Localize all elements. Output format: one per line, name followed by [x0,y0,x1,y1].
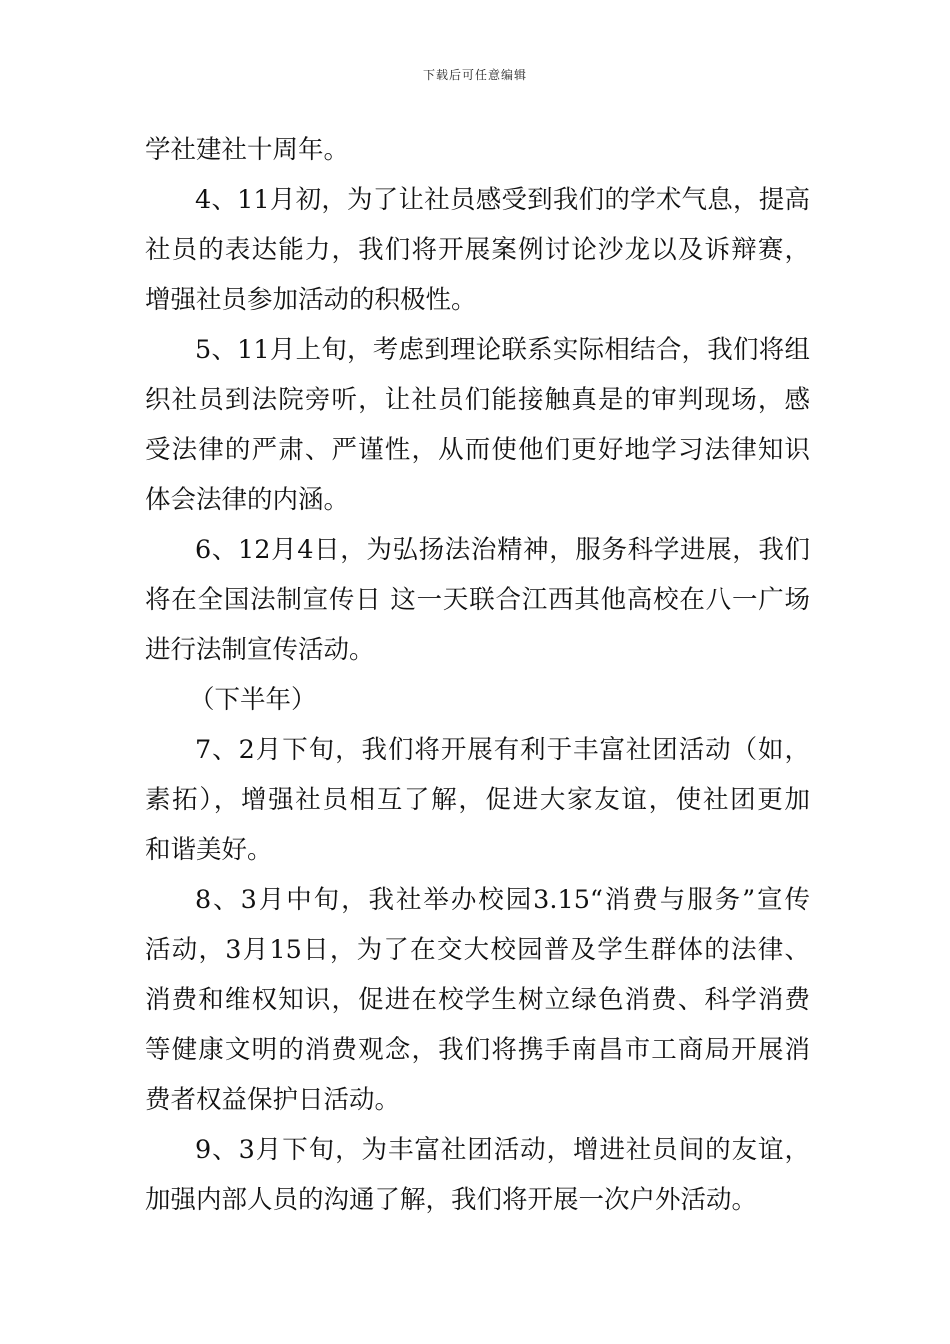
paragraph-start-line: 6、12月4日，为弘扬法治精神，服务科学进展，我们 [195,535,810,565]
text-line: 学社建社十周年。 [145,135,350,165]
section-heading: （下半年） [189,685,317,715]
text-line: 社员的表达能力，我们将开展案例讨论沙龙以及诉辩赛， [145,235,810,265]
body-text [145,125,810,1225]
text-line: 织社员到法院旁听，让社员们能接触真是的审判现场，感 [145,385,810,415]
text-line: 加强内部人员的沟通了解，我们将开展一次户外活动。 [145,1185,758,1215]
text-line: 活动，3月15日，为了在交大校园普及学生群体的法律、 [145,935,810,965]
text-line: 增强社员参加活动的积极性。 [145,285,477,315]
text-line: 和谐美好。 [145,835,273,865]
paragraph-start-line: 5、11月上旬，考虑到理论联系实际相结合，我们将组 [195,335,810,365]
text-line: 将在全国法制宣传日 这一天联合江西其他高校在八一广场 [145,585,810,615]
text-line: 受法律的严肃、严谨性，从而使他们更好地学习法律知识 [145,435,810,465]
paragraph-start-line: 4、11月初，为了让社员感受到我们的学术气息，提高 [195,185,810,215]
paragraph-start-line: 7、2月下旬，我们将开展有利于丰富社团活动（如， [195,735,810,765]
text-line: 体会法律的内涵。 [145,485,350,515]
paragraph-start-line: 8、3月中旬，我社举办校园3.15“消费与服务”宣传 [195,885,810,915]
text-line: 费者权益保护日活动。 [145,1085,401,1115]
text-line: 消费和维权知识，促进在校学生树立绿色消费、科学消费 [145,985,810,1015]
text-line: 进行法制宣传活动。 [145,635,375,665]
header-note: 下载后可任意编辑 [422,68,527,82]
text-line: 等健康文明的消费观念，我们将携手南昌市工商局开展消 [145,1035,810,1065]
paragraph-start-line: 9、3月下旬，为丰富社团活动，增进社员间的友谊， [195,1135,810,1165]
text-line: 素拓），增强社员相互了解，促进大家友谊，使社团更加 [145,785,810,815]
